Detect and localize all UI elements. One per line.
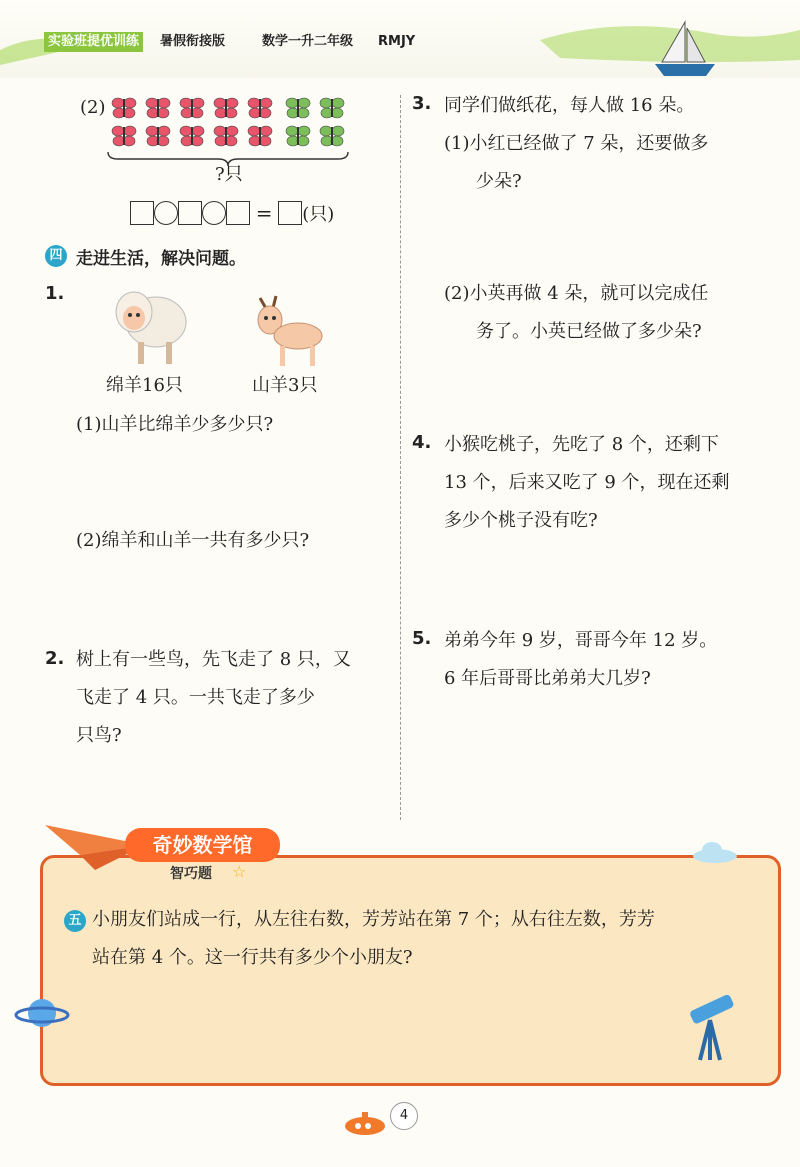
page-number: 4 [390,1102,418,1130]
section-badge: 四 [45,245,67,267]
problem-text: 弟弟今年 9 岁，哥哥今年 12 岁。 [444,630,718,651]
butterfly-icon [320,126,344,146]
problem-text: 树上有一些鸟，先飞走了 8 只，又 [76,649,351,670]
problem-text: 多少个桃子没有吃? [444,510,598,531]
subject-title: 数学一升二年级 [262,34,354,49]
problem-number: 2. [45,648,65,669]
goat-label: 山羊3只 [252,375,318,396]
operator-circle[interactable] [202,201,226,225]
subquestion-text: (2)小英再做 4 朵，就可以完成任 [444,283,709,304]
answer-box[interactable] [278,201,302,225]
submarine-icon [340,1108,390,1138]
butterfly-icon [248,98,272,118]
question-label: (2) [80,97,106,118]
puzzle-text: 小朋友们站成一行，从左往右数，芳芳站在第 7 个；从右往左数，芳芳 [92,909,655,930]
butterfly-icon [320,98,344,118]
butterfly-icon [286,126,310,146]
problem-number: 1. [45,283,65,304]
problem-text: 飞走了 4 只。一共飞走了多少 [76,687,315,708]
problem-text: 13 个，后来又吃了 9 个，现在还剩 [444,472,730,493]
series-tag: 实验班提优训练 [44,32,143,52]
problem-number: 5. [412,628,432,649]
brace-label: ?只 [215,164,243,185]
panel-title: 奇妙数学馆 [125,828,280,862]
sheep-illustration [108,282,188,368]
sailboat-icon [650,20,720,80]
planet-icon [12,988,72,1038]
problem-text: 同学们做纸花，每人做 16 朵。 [444,95,695,116]
butterfly-icon [112,126,136,146]
butterfly-icon [180,98,204,118]
problem-text: 小猴吃桃子，先吃了 8 个，还剩下 [444,434,719,455]
cloud-icon [690,840,740,864]
star-icon: ☆ [232,862,247,881]
butterfly-icon [214,126,238,146]
butterfly-group [108,92,348,152]
answer-box[interactable] [130,201,154,225]
problem-number: 4. [412,432,432,453]
problem-number: 3. [412,93,432,114]
panel-subtitle: 智巧题 [170,866,212,882]
answer-box[interactable] [178,201,202,225]
subquestion-text: 务了。小英已经做了多少朵? [476,321,702,342]
subquestion-text: 少朵? [476,171,522,192]
edition-title: 暑假衔接版 [160,34,226,49]
butterfly-icon [112,98,136,118]
telescope-icon [680,995,750,1065]
edition-code: RMJY [378,34,416,49]
butterfly-icon [214,98,238,118]
operator-circle[interactable] [154,201,178,225]
butterfly-icon [146,126,170,146]
section-badge: 五 [64,910,86,932]
butterfly-icon [248,126,272,146]
butterfly-icon [146,98,170,118]
subquestion-text: (1)山羊比绵羊少多少只? [76,414,274,435]
sheep-label: 绵羊16只 [106,375,183,396]
goat-illustration [250,290,330,368]
answer-box[interactable] [226,201,250,225]
subquestion-text: (2)绵羊和山羊一共有多少只? [76,530,310,551]
problem-text: 只鸟? [76,725,122,746]
butterfly-icon [180,126,204,146]
subquestion-text: (1)小红已经做了 7 朵，还要做多 [444,133,709,154]
problem-text: 6 年后哥哥比弟弟大几岁? [444,668,651,689]
equation-unit: (只) [302,204,335,225]
equation-blanks[interactable]: = (只) [130,200,334,226]
section-title: 走进生活，解决问题。 [76,249,246,269]
column-divider [400,95,401,820]
puzzle-text: 站在第 4 个。这一行共有多少个小朋友? [92,947,413,968]
butterfly-icon [286,98,310,118]
